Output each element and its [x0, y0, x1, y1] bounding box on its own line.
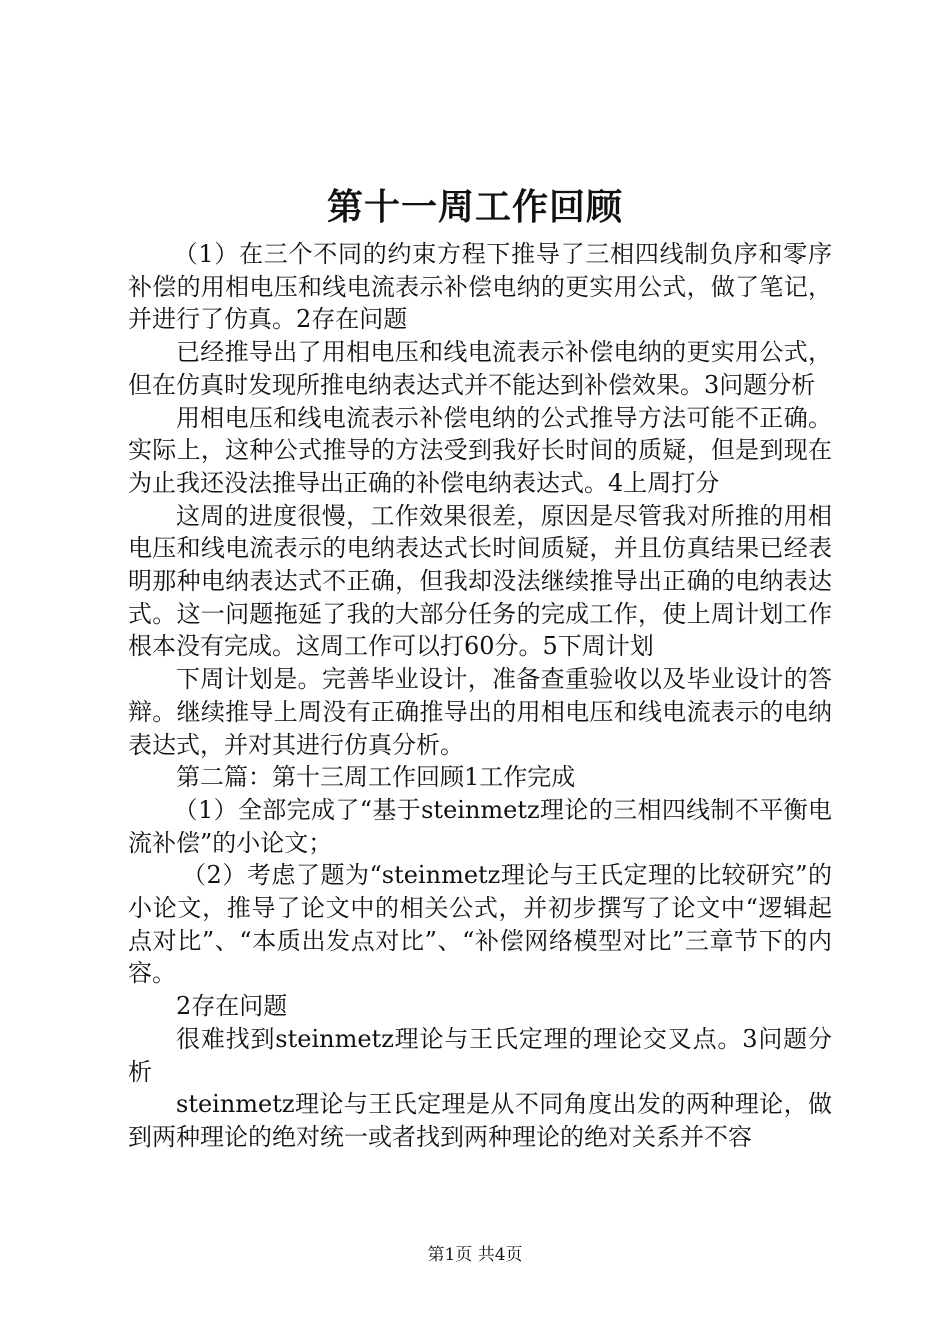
paragraph-5: 下周计划是。完善毕业设计，准备查重验收以及毕业设计的答辩。继续推导上周没有正确推导出的用相电压和线电流表示的电纳表达式，并对其进行仿真分析。: [128, 665, 832, 759]
paragraph-10: 很难找到steinmetz理论与王氏定理的理论交叉点。3问题分析: [128, 1024, 832, 1086]
paragraph-3: 用相电压和线电流表示补偿电纳的公式推导方法可能不正确。实际上，这种公式推导的方法受到我好长时间的质疑，但是到现在为止我还没法推导出正确的补偿电纳表达式。4上周打分: [128, 403, 832, 497]
paragraph-8: （2）考虑了题为“steinmetz理论与王氏定理的比较研究”的小论文，推导了论文中的相关公式，并初步撰写了论文中“逻辑起点对比”、“本质出发点对比”、“补偿网络模型对比”三章节下的内容。: [128, 861, 832, 988]
paragraph-2: 已经推导出了用相电压和线电流表示补偿电纳的更实用公式，但在仿真时发现所推电纳表达式并不能达到补偿效果。3问题分析: [128, 338, 832, 399]
paragraph-9: 2存在问题: [176, 992, 288, 1021]
paragraph-4: 这周的进度很慢，工作效果很差，原因是尽管我对所推的用相电压和线电流表示的电纳表达式长时间质疑，并且仿真结果已经表明那种电纳表达式不正确，但我却没法继续推导出正确的电纳表达式。这一问题拖延了我的大部分任务的完成工作，使上周计划工作根本没有完成。这周工作可以打60分。5下周计划: [128, 501, 832, 661]
paragraph-11: steinmetz理论与王氏定理是从不同角度出发的两种理论，做到两种理论的绝对统一或者找到两种理论的绝对关系并不容: [128, 1090, 832, 1151]
paragraph-7: （1）全部完成了“基于steinmetz理论的三相四线制不平衡电流补偿”的小论文；: [128, 795, 832, 857]
document-body: [128, 238, 832, 1154]
document-title: 第十一周工作回顾: [326, 186, 623, 228]
page-number-footer: 第1页 共4页: [427, 1245, 523, 1265]
paragraph-1: （1）在三个不同的约束方程下推导了三相四线制负序和零序补偿的用相电压和线电流表示补偿电纳的更实用公式，做了笔记，并进行了仿真。2存在问题: [128, 240, 832, 334]
paragraph-6: 第二篇：第十三周工作回顾1工作完成: [176, 763, 576, 792]
